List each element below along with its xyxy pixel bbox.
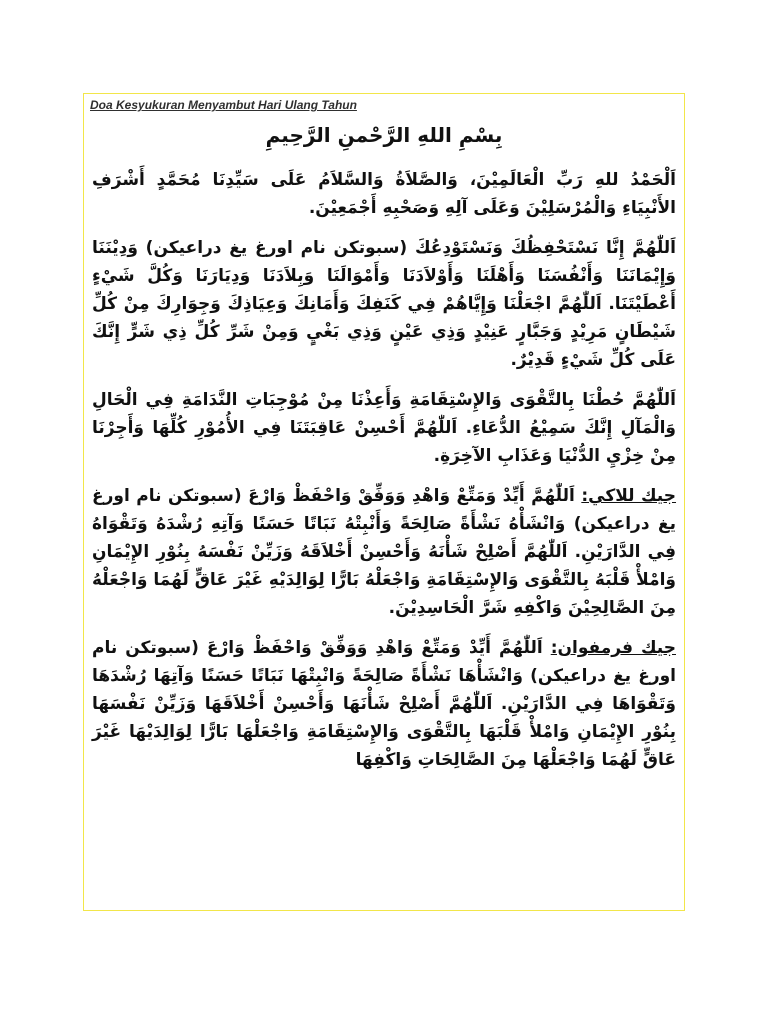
paragraph-for-girl <box>92 634 676 774</box>
paragraph-text: اَللّٰهُمَّ حُطْنَا بِالتَّقْوَى وَالإِسْتِقَامَةِ وَأَعِذْنَا مِنْ مُوْجِبَاتِ النَّدَامَةِ فِي الْحَالِ وَالْمَآلِ إِنَّكَ سَمِيْعُ الدُّعَاءِ. اَللّٰهُمَّ أَحْسِنْ عَاقِبَتَنَا فِي الأُمُوْرِ كُلِّهَا وَأَجِرْنَا مِنْ خِزْيِ الدُّنْيَا وَعَذَابِ الآخِرَةِ. <box>92 390 676 466</box>
label-for-boy: جيك للاكي: <box>581 486 677 506</box>
paragraph-for-boy <box>92 482 676 622</box>
paragraph-text: اَللّٰهُمَّ إِنَّا نَسْتَحْفِظُكَ وَنَسْتَوْدِعُكَ (سبوتكن نام اورغ يغ دراعيكن) وَدِيْنَنَا وَإِيْمَانَنَا وَأَنْفُسَنَا وَأَهْلَنَا وَأَوْلاَدَنَا وَأَمْوَالَنَا وَبِلاَدَنَا وَدِيَارَنَا وَكُلَّ شَيْءٍ أَعْطَيْتَنَا. اَللّٰهُمَّ اجْعَلْنَا وَإِيَّاهُمْ فِي كَنَفِكَ وَأَمَانِكَ وَعِيَاذِكَ وَجِوَارِكَ مِنْ كُلِّ شَيْطَانٍ مَرِيْدٍ وَجَبَّارٍ عَنِيْدٍ وَذِي عَيْنٍ وَذِي بَغْيٍ وَمِنْ شَرِّ كُلِّ ذِي شَرٍّ إِنَّكَ عَلَى كُلِّ شَيْءٍ قَدِيْرٌ. <box>92 238 676 370</box>
document-page <box>83 93 685 911</box>
label-for-girl: جيك فرمفوان: <box>550 638 676 658</box>
prayer-body <box>92 166 676 786</box>
paragraph-text: اَلْحَمْدُ للهِ رَبِّ الْعَالَمِيْنَ، وَالصَّلاَةُ وَالسَّلاَمُ عَلَى سَيِّدِنَا مُحَمَّدٍ أَشْرَفِ الأَنْبِيَاءِ وَالْمُرْسَلِيْنَ وَعَلَى آلِهِ وَصَحْبِهِ أَجْمَعِيْنَ. <box>92 170 676 218</box>
paragraph-text: اَللّٰهُمَّ أَيِّدْ وَمَتِّعْ وَاهْدِ وَوَفِّقْ وَاحْفَظْ وَارْعَ (سبوتكن نام اورغ يغ دراعيكن) وَانْشَأْهُ نَشْأَةً صَالِحَةً وَأَنْبِتْهُ نَبَاتًا حَسَنًا وَآتِهِ رُشْدَهُ وَتَقْوَاهُ فِي الدَّارَيْنِ. اَللّٰهُمَّ أَصْلِحْ شَأْنَهُ وَأَحْسِنْ أَخْلاَقَهُ وَزَيِّنْ نَفْسَهُ بِنُوْرِ الإِيْمَانِ وَامْلأْ قَلْبَهُ بِالتَّقْوَى وَالإِسْتِقَامَةِ وَاجْعَلْهُ بَارًّا لِوَالِدَيْهِ غَيْرَ عَاقٍّ لَهُمَا وَاجْعَلْهُ مِنَ الصَّالِحِيْنَ وَاكْفِهِ شَرَّ الْحَاسِدِيْنَ. <box>92 486 676 618</box>
paragraph-opening <box>92 166 676 222</box>
paragraph-text: اَللّٰهُمَّ أَيِّدْ وَمَتِّعْ وَاهْدِ وَوَفِّقْ وَاحْفَظْ وَارْعَ (سبوتكن نام اورغ يغ دراعيكن) وَانْشَأْهَا نَشْأَةً صَالِحَةً وَانْبِتْهَا نَبَاتًا حَسَنًا وَآتِهَا رُشْدَهَا وَتَقْوَاهَا فِي الدَّارَيْنِ. اَللّٰهُمَّ أَصْلِحْ شَأْنَهَا وَأَحْسِنْ أَخْلاَقَهَا وَزَيِّنْ نَفْسَهَا بِنُوْرِ الإِيْمَانِ وَامْلأْ قَلْبَهَا بِالتَّقْوَى وَالإِسْتِقَامَةِ وَاجْعَلْهَا بَارًّا لِوَالِدَيْهَا غَيْرَ عَاقٍّ لَهُمَا وَاجْعَلْهَا مِنَ الصَّالِحَاتِ وَاكْفِهَا <box>92 638 676 770</box>
paragraph-protection <box>92 234 676 374</box>
basmalah-heading: بِسْمِ اللهِ الرَّحْمنِ الرَّحِيمِ <box>265 123 503 147</box>
document-title: Doa Kesyukuran Menyambut Hari Ulang Tahun <box>90 98 357 112</box>
paragraph-taqwa <box>92 386 676 470</box>
